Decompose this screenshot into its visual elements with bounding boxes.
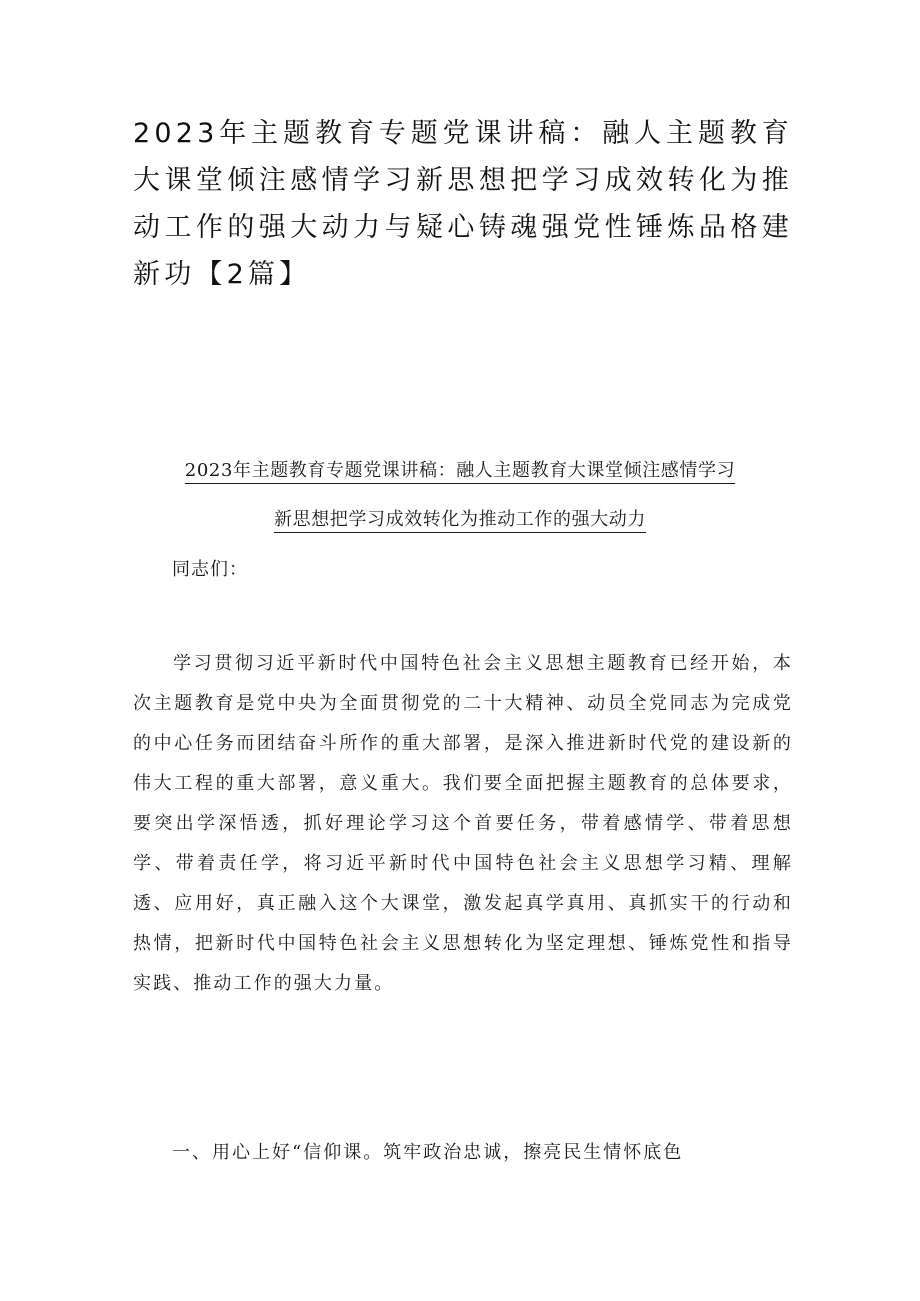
document-title: 2023年主题教育专题党课讲稿：融人主题教育大课堂倾注感情学习新思想把学习成效转化为推动工作的强大动力与疑心铸魂强党性锤炼品格建新功【2篇】 <box>133 118 793 290</box>
section-heading: 一、用心上好“信仰课。筑牢政治忠诚，擦亮民生情怀底色 <box>172 1142 684 1163</box>
body-paragraph: 学习贯彻习近平新时代中国特色社会主义思想主题教育已经开始，本次主题教育是党中央为全面贯彻党的二十大精神、动员全党同志为完成党的中心任务而团结奋斗所作的重大部署，是深入推进新时代党的建设新的伟大工程的重大部署，意义重大。我们要全面把握主题教育的总体要求，要突出学深悟透，抓好理论学习这个首要任务，带着感情学、带着思想学、带着责任学，将习近平新时代中国特色社会主义思想学习精、理解透、应用好，真正融入这个大课堂，激发起真学真用、真抓实干的行动和热情，把新时代中国特色社会主义思想转化为坚定理想、锤炼党性和指导实践、推动工作的强大力量。 <box>133 653 793 994</box>
speech-subtitle-line-2: 新思想把学习成效转化为推动工作的强大动力 <box>274 509 646 530</box>
salutation: 同志们： <box>172 559 248 580</box>
speech-subtitle-line-1: 2023年主题教育专题党课讲稿：融人主题教育大课堂倾注感情学习 <box>184 460 736 481</box>
